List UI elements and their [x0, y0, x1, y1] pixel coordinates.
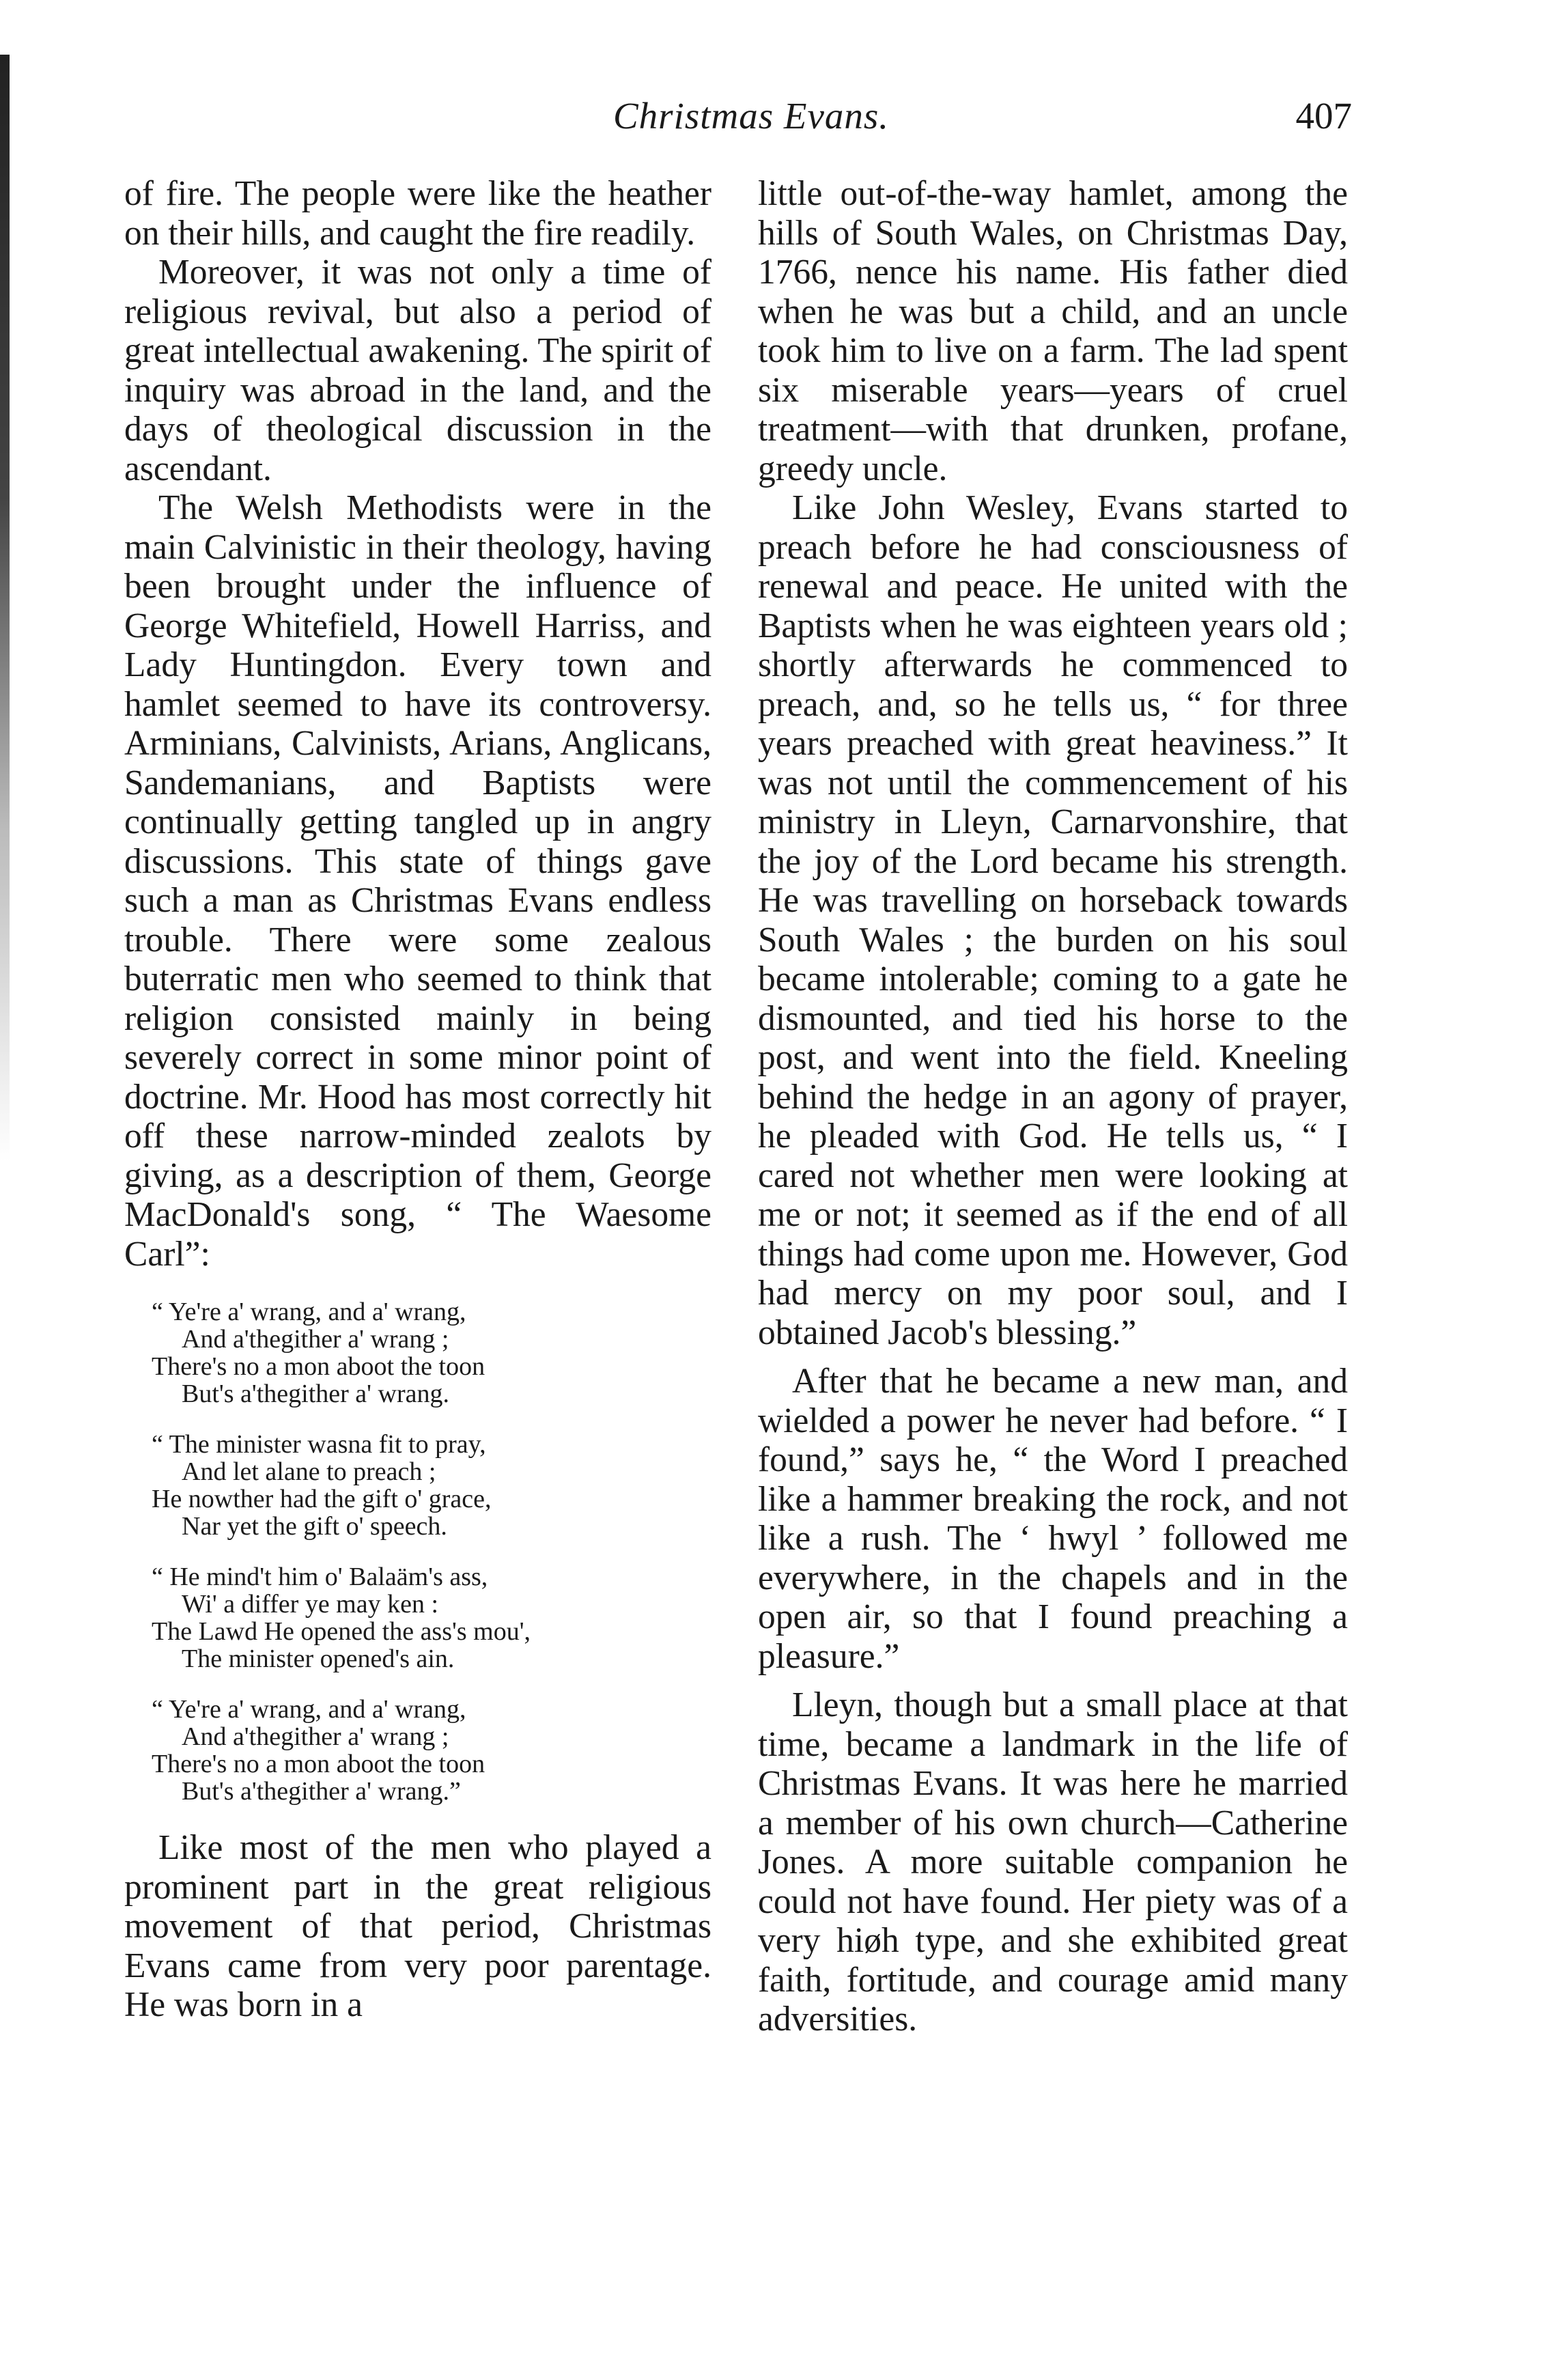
poem-line: “ Ye're a' wrang, and a' wrang,: [152, 1298, 466, 1326]
page-number: 407: [1295, 95, 1352, 137]
running-title: Christmas Evans.: [612, 95, 890, 137]
poem-line: There's no a mon aboot the toon: [152, 1750, 485, 1778]
paragraph: After that he became a new man, and wielded a power he never had before. “ I found,” says he, “ the Word I preached like a hammer breaking the rock, and not like a rush. The ‘ hwyl ’ followed me everywhere, in the chapels and in the open air, so that I found preaching a pleasure.”: [758, 1362, 1348, 1676]
left-column: [124, 174, 711, 2025]
poem-line: The minister opened's ain.: [182, 1644, 455, 1673]
paragraph: The Welsh Methodists were in the main Calvinistic in their theology, having been brought under the influence of George Whitefield, Howell Harriss, and Lady Huntingdon. Every town and hamlet seemed to have its controversy. Arminians, Calvinists, Arians, Anglicans, Sandemanians, and Baptists were continually getting tangled up in angry discussions. This state of things gave such a man as Christmas Evans endless trouble. There were some zealous buterratic men who seemed to think that religion consisted mainly in being severely correct in some minor point of doctrine. Mr. Hood has most correctly hit off these narrow-minded zealots by giving, as a description of them, George MacDonald's song, “ The Waesome Carl”:: [124, 488, 711, 1274]
poem-stanza: [152, 1563, 711, 1672]
poem-stanza: [152, 1431, 711, 1540]
paragraph: little out-of-the-way hamlet, among the hills of South Wales, on Christmas Day, 1766, nence his name. His father died when he was but a child, and an uncle took him to live on a farm. The lad spent six miserable years—years of cruel treatment—with that drunken, profane, greedy uncle.: [758, 174, 1348, 488]
poem-line: “ Ye're a' wrang, and a' wrang,: [152, 1695, 466, 1724]
poem-stanza: [152, 1298, 711, 1408]
paragraph: of fire. The people were like the heather on their hills, and caught the fire readily.: [124, 174, 711, 253]
poem-line: Nar yet the gift o' speech.: [182, 1512, 447, 1541]
poem-quote: [152, 1298, 711, 1805]
page-header: [123, 94, 1352, 149]
paragraph: Like most of the men who played a prominent part in the great religious movement of that period, Christmas Evans came from very poor parentage. He was born in a: [124, 1828, 711, 2024]
scan-edge-shadow: [0, 55, 10, 1161]
poem-line: He nowther had the gift o' grace,: [152, 1485, 492, 1513]
paragraph: Moreover, it was not only a time of religious revival, but also a period of great intellectual awakening. The spirit of inquiry was abroad in the land, and the days of theological discussion in the ascendant.: [124, 253, 711, 488]
poem-line: The Lawd He opened the ass's mou',: [152, 1617, 531, 1646]
paragraph: Like John Wesley, Evans started to preach before he had consciousness of renewal and peace. He united with the Baptists when he was eighteen years old ; shortly afterwards he commenced to preach, and, so he tells us, “ for three years preached with great heaviness.” It was not until the commencement of his ministry in Lleyn, Carnarvonshire, that the joy of the Lord became his strength. He was travelling on horseback towards South Wales ; the burden on his soul became intolerable; coming to a gate he dismounted, and tied his horse to the post, and went into the field. Kneeling behind the hedge in an agony of prayer, he pleaded with God. He tells us, “ I cared not whether men were looking at me or not; it seemed as if the end of all things had come upon me. However, God had mercy on my poor soul, and I obtained Jacob's blessing.”: [758, 488, 1348, 1352]
poem-line: And let alane to preach ;: [182, 1457, 436, 1486]
poem-line: Wi' a differ ye may ken :: [182, 1590, 439, 1619]
right-column: [758, 174, 1348, 2039]
poem-line: There's no a mon aboot the toon: [152, 1352, 485, 1381]
poem-line: “ He mind't him o' Balaäm's ass,: [152, 1563, 488, 1591]
poem-line: And a'thegither a' wrang ;: [182, 1325, 449, 1354]
poem-line: And a'thegither a' wrang ;: [182, 1722, 449, 1751]
poem-line: “ The minister wasna fit to pray,: [152, 1430, 486, 1459]
paragraph: Lleyn, though but a small place at that time, became a landmark in the life of Christmas Evans. It was here he married a member of his own church—Catherine Jones. A more suitable companion he could not have found. Her piety was of a very hiøh type, and she exhibited great faith, fortitude, and courage amid many adversities.: [758, 1685, 1348, 2039]
poem-stanza: [152, 1696, 711, 1805]
poem-line: But's a'thegither a' wrang.: [182, 1380, 449, 1408]
poem-line: But's a'thegither a' wrang.”: [182, 1777, 461, 1806]
